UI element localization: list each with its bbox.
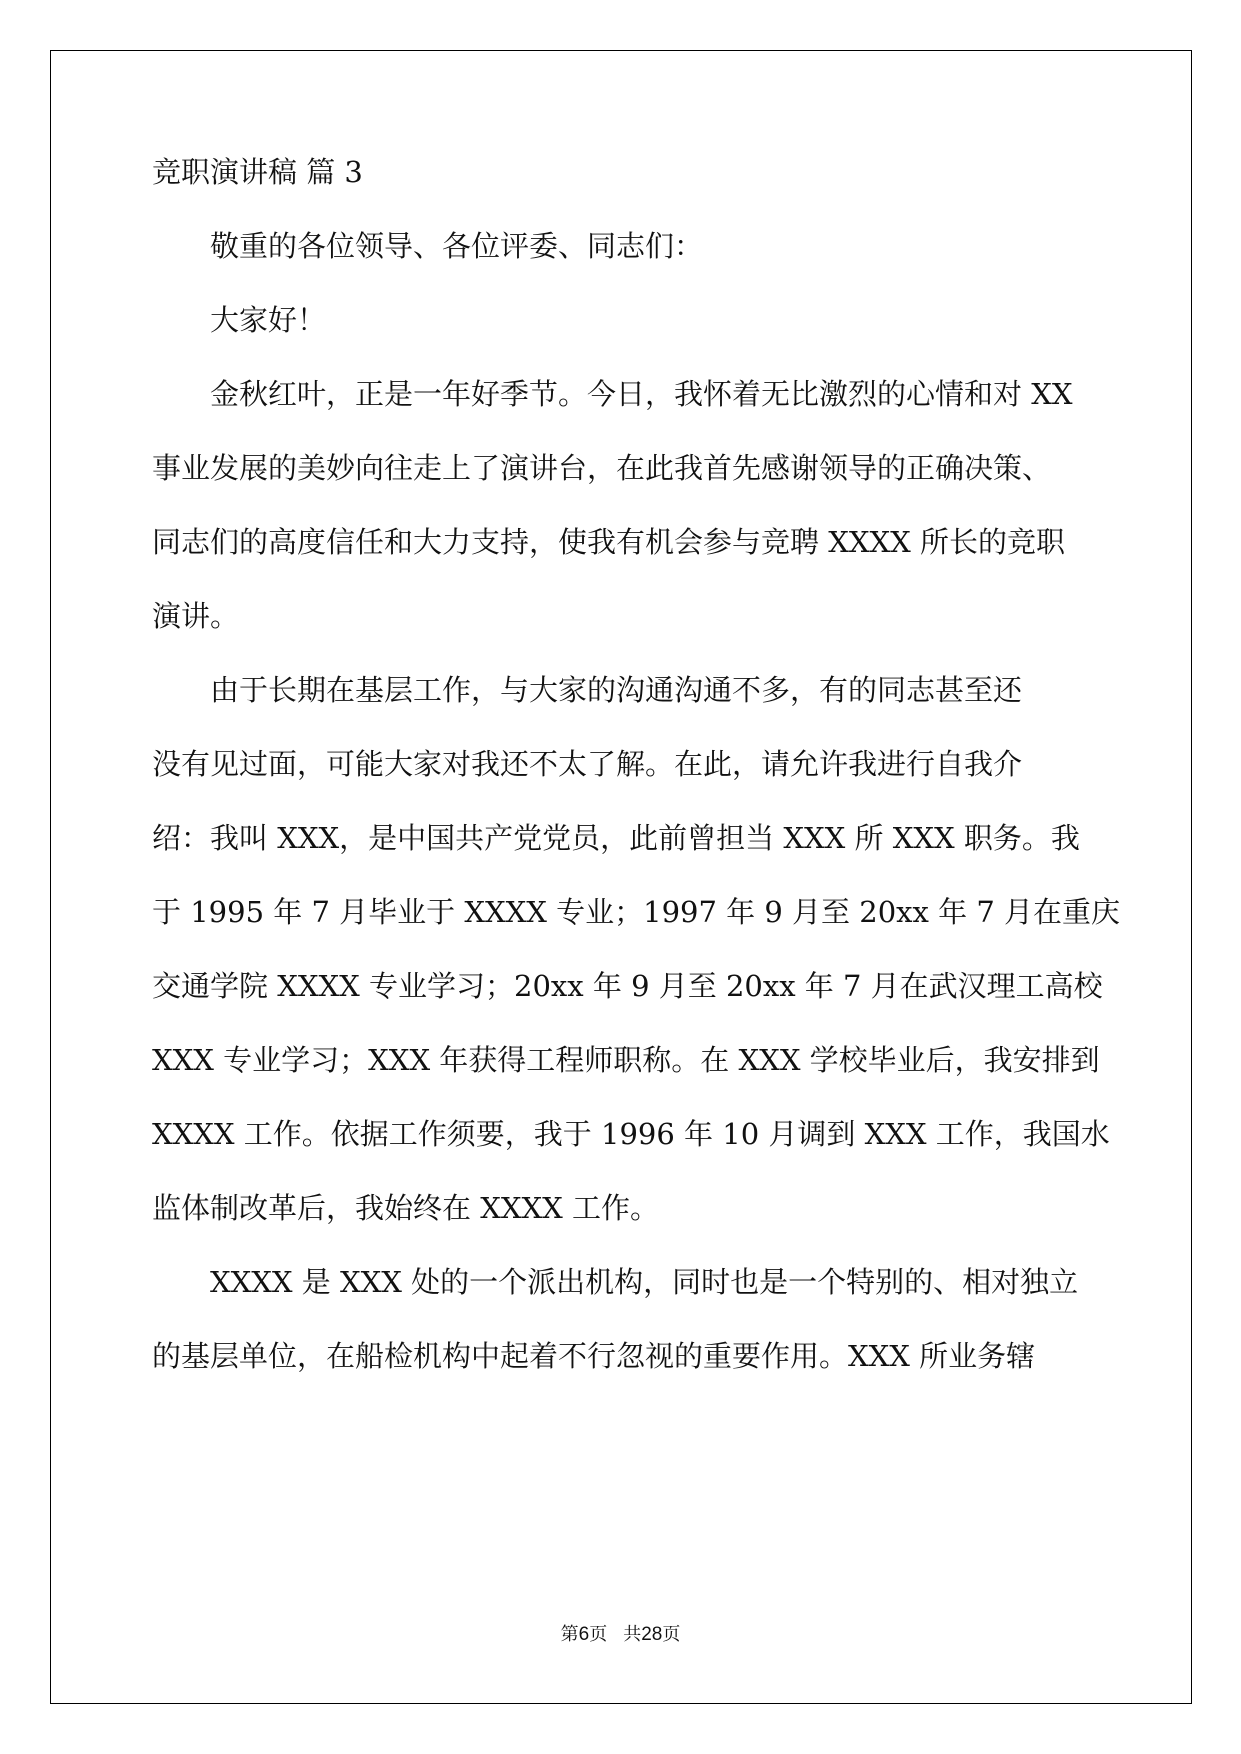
footer-page-number: 6 — [578, 1624, 590, 1645]
body-line: 监体制改革后，我始终在 XXXX 工作。 — [152, 1191, 660, 1225]
body-line: 没有见过面，可能大家对我还不太了解。在此，请允许我进行自我介 — [152, 747, 1023, 781]
body-line: 于 1995 年 7 月毕业于 XXXX 专业；1997 年 9 月至 20xx 年 7 月在重庆 — [152, 895, 1120, 929]
body-line: 同志们的高度信任和大力支持，使我有机会参与竞聘 XXXX 所长的竞职 — [152, 525, 1066, 559]
body-line: 演讲。 — [152, 599, 240, 633]
footer-page-suffix: 页 — [589, 1624, 608, 1645]
body-line: 的基层单位，在船检机构中起着不行忽视的重要作用。XXX 所业务辖 — [152, 1339, 1036, 1373]
page-border — [50, 50, 1192, 1704]
body-line: 敬重的各位领导、各位评委、同志们： — [210, 229, 704, 263]
body-line: XXX 专业学习；XXX 年获得工程师职称。在 XXX 学校毕业后，我安排到 — [152, 1043, 1100, 1077]
footer-prefix: 第 — [560, 1624, 579, 1645]
footer-total-prefix: 共 — [623, 1624, 642, 1645]
page-footer — [0, 1623, 1241, 1647]
body-line: 大家好！ — [210, 303, 327, 337]
section-heading: 竞职演讲稿 篇 3 — [152, 155, 363, 189]
body-line: 事业发展的美妙向往走上了演讲台，在此我首先感谢领导的正确决策、 — [152, 451, 1052, 485]
body-line: 由于长期在基层工作，与大家的沟通沟通不多，有的同志甚至还 — [210, 673, 1023, 707]
footer-total-suffix: 页 — [662, 1624, 681, 1645]
footer-total-pages: 28 — [641, 1624, 663, 1645]
body-line: 交通学院 XXXX 专业学习；20xx 年 9 月至 20xx 年 7 月在武汉理工高校 — [152, 969, 1103, 1003]
body-line: 金秋红叶，正是一年好季节。今日，我怀着无比激烈的心情和对 XX — [210, 377, 1073, 411]
body-line: XXXX 是 XXX 处的一个派出机构，同时也是一个特别的、相对独立 — [210, 1265, 1079, 1299]
body-line: XXXX 工作。依据工作须要，我于 1996 年 10 月调到 XXX 工作，我国水 — [152, 1117, 1110, 1151]
body-line: 绍：我叫 XXX，是中国共产党党员，此前曾担当 XXX 所 XXX 职务。我 — [152, 821, 1080, 855]
